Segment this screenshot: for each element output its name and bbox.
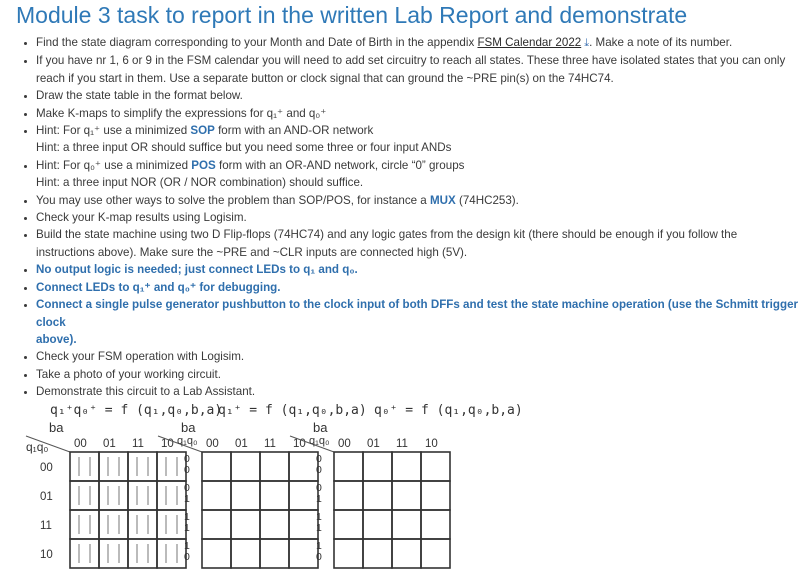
download-arrow-icon[interactable]: ⤓ [584, 37, 590, 49]
kmap-cell [334, 452, 363, 481]
kmap-title: q₀⁺ = f (q₁,q₀,b,a) [374, 403, 523, 418]
kmap-cell [334, 510, 363, 539]
kmap-side-code-q1: 0 [316, 482, 322, 494]
kmap-column-label: 01 [235, 438, 248, 450]
hint-text-continued: Hint: a three input NOR (OR / NOR combination) should suffice. [36, 176, 364, 190]
kmap-cell [334, 539, 363, 568]
kmap-cell [289, 481, 318, 510]
hint-text-continued: Hint: a three input OR should suffice but you need some three or four input ANDs [36, 141, 452, 155]
kmap-side-code-q0: 1 [184, 522, 190, 534]
hint-form-emphasis: SOP [190, 124, 215, 138]
kmap-column-label: 01 [367, 438, 380, 450]
kmap-side-code-q0: 1 [316, 493, 322, 505]
kmap-cell [392, 481, 421, 510]
kmap-cell [260, 452, 289, 481]
kmap-side-header: q₁q₀ [177, 435, 198, 447]
kmap-cell [70, 539, 99, 568]
kmap-cell [231, 481, 260, 510]
task-text: Draw the state table in the format below. [36, 89, 243, 103]
hint-form-emphasis: POS [191, 158, 216, 172]
hint-text: form with an OR-AND network, circle “0” groups [215, 158, 465, 172]
kmap-row-label: 01 [40, 491, 53, 503]
task-text-continued: reach if you start in them. Use a separate button or clock signal that can ground the ~PRE pin(s) on the 74HC74. [36, 71, 614, 85]
kmap-cell [289, 452, 318, 481]
kmap-column-label: 10 [425, 438, 438, 450]
kmap-side-code-q1: 1 [316, 511, 322, 523]
kmap-column-label: 00 [338, 438, 351, 450]
kmap-cell [231, 539, 260, 568]
mux-emphasis: MUX [429, 193, 456, 207]
kmap-cell [231, 510, 260, 539]
kmap-title: q₁⁺q₀⁺ = f (q₁,q₀,b,a) [50, 403, 223, 418]
kmap-cell [202, 452, 231, 481]
kmap-column-variable: ba [49, 420, 64, 435]
kmap-cell [231, 452, 260, 481]
kmap-side-code-q0: 1 [316, 522, 322, 534]
hint-text: Hint: For q₁⁺ use a minimized [36, 124, 191, 138]
page-title: Module 3 task to report in the written Lab Report and demonstrate [16, 2, 688, 28]
task-text-continued: instructions above). Make sure the ~PRE and ~CLR inputs are connected high (5V). [36, 245, 468, 259]
kmap-cell [70, 510, 99, 539]
kmap-cell [99, 452, 128, 481]
task-text: Check your FSM operation with Logisim. [36, 350, 245, 364]
kmap-column-label: 00 [206, 438, 219, 450]
kmap-cell [421, 510, 450, 539]
task-text: (74HC253). [455, 193, 519, 207]
kmap-cell [202, 539, 231, 568]
kmap-cell [421, 452, 450, 481]
kmap-side-code-q0: 0 [316, 551, 322, 563]
kmap-cell [392, 452, 421, 481]
kmap-cell [392, 539, 421, 568]
kmap-cell [392, 510, 421, 539]
kmap-cell [260, 539, 289, 568]
kmap-row-variable: q₁q₀ [26, 440, 49, 454]
kmap-cell [363, 539, 392, 568]
kmap-cell [99, 481, 128, 510]
emphasis-task-text-continued: above). [36, 332, 77, 346]
kmap-cell [260, 510, 289, 539]
task-text: Take a photo of your working circuit. [36, 367, 221, 381]
kmap-side-code-q1: 1 [184, 511, 190, 523]
kmap-cell [334, 481, 363, 510]
kmap-column-label: 00 [74, 438, 87, 450]
kmap-side-code-q1: 0 [184, 482, 190, 494]
kmap-cell [421, 481, 450, 510]
kmap-cell [99, 510, 128, 539]
kmap-cell [363, 510, 392, 539]
hint-text: Hint: For q₀⁺ use a minimized [36, 158, 192, 172]
kmap-side-code-q0: 1 [184, 493, 190, 505]
task-text: Demonstrate this circuit to a Lab Assistant. [36, 385, 256, 399]
kmap-column-label: 11 [396, 438, 408, 450]
kmap-column-label: 11 [132, 438, 144, 450]
task-text: Build the state machine using two D Flip-flops (74HC74) and any logic gates from the design kit (there should be enough if you follow the [36, 228, 738, 242]
emphasis-task-text: No output logic is needed; just connect LEDs to q₁ and q₀. [36, 263, 358, 277]
kmap-side-code-q0: 0 [316, 464, 322, 476]
kmap-cell [128, 452, 157, 481]
kmap-column-variable: ba [313, 420, 328, 435]
task-text: Check your K-map results using Logisim. [36, 211, 247, 225]
task-text: If you have nr 1, 6 or 9 in the FSM calendar you will need to add set circuitry to reach all states. These three have isolated states that you can only [36, 54, 786, 68]
kmap-side-code-q1: 0 [184, 453, 190, 465]
kmap-column-label: 11 [264, 438, 276, 450]
kmap-row-label: 11 [40, 520, 52, 532]
kmap-cell [157, 510, 186, 539]
kmap-side-header: q₁q₀ [309, 435, 330, 447]
kmap-column-label: 10 [161, 438, 174, 450]
hint-text: form with an AND-OR network [214, 124, 374, 138]
kmap-cell [157, 481, 186, 510]
kmap-cell [202, 510, 231, 539]
kmap-cell [363, 481, 392, 510]
kmap-cell [99, 539, 128, 568]
kmap-side-code-q1: 0 [316, 453, 322, 465]
kmap-cell [202, 481, 231, 510]
kmap-row-label: 10 [40, 549, 53, 561]
kmap-cell [157, 452, 186, 481]
kmap-row-label: 00 [40, 462, 53, 474]
kmap-side-code-q0: 0 [184, 464, 190, 476]
kmap-cell [260, 481, 289, 510]
kmap-cell [70, 481, 99, 510]
kmap-cell [289, 539, 318, 568]
kmap-cell [157, 539, 186, 568]
kmap-cell [289, 510, 318, 539]
kmap-cell [70, 452, 99, 481]
kmap-side-code-q1: 1 [184, 540, 190, 552]
kmap-column-label: 10 [293, 438, 306, 450]
task-text: . Make a note of its number. [589, 36, 733, 49]
kmap-side-code-q1: 1 [316, 540, 322, 552]
kmap-cell [363, 452, 392, 481]
kmap-cell [128, 539, 157, 568]
task-text: You may use other ways to solve the problem than SOP/POS, for instance a [36, 193, 430, 207]
emphasis-task-text: Connect a single pulse generator pushbutton to the clock input of both DFFs and test the state machine operation (use the Schmitt trigger clock [36, 298, 799, 329]
task-text: Make K-maps to simplify the expressions for q₁⁺ and q₀⁺ [36, 106, 327, 120]
task-text: Find the state diagram corresponding to your Month and Date of Birth in the appendix [36, 36, 478, 49]
kmap-cell [128, 481, 157, 510]
fsm-calendar-link[interactable]: FSM Calendar 2022 [477, 36, 582, 49]
kmap-side-code-q0: 0 [184, 551, 190, 563]
emphasis-task-text: Connect LEDs to q₁⁺ and q₀⁺ for debugging. [36, 280, 281, 294]
kmap-cell [421, 539, 450, 568]
kmap-cell [128, 510, 157, 539]
kmap-column-label: 01 [103, 438, 116, 450]
kmap-column-variable: ba [181, 420, 196, 435]
kmap-title: q₁⁺ = f (q₁,q₀,b,a) [218, 403, 367, 418]
